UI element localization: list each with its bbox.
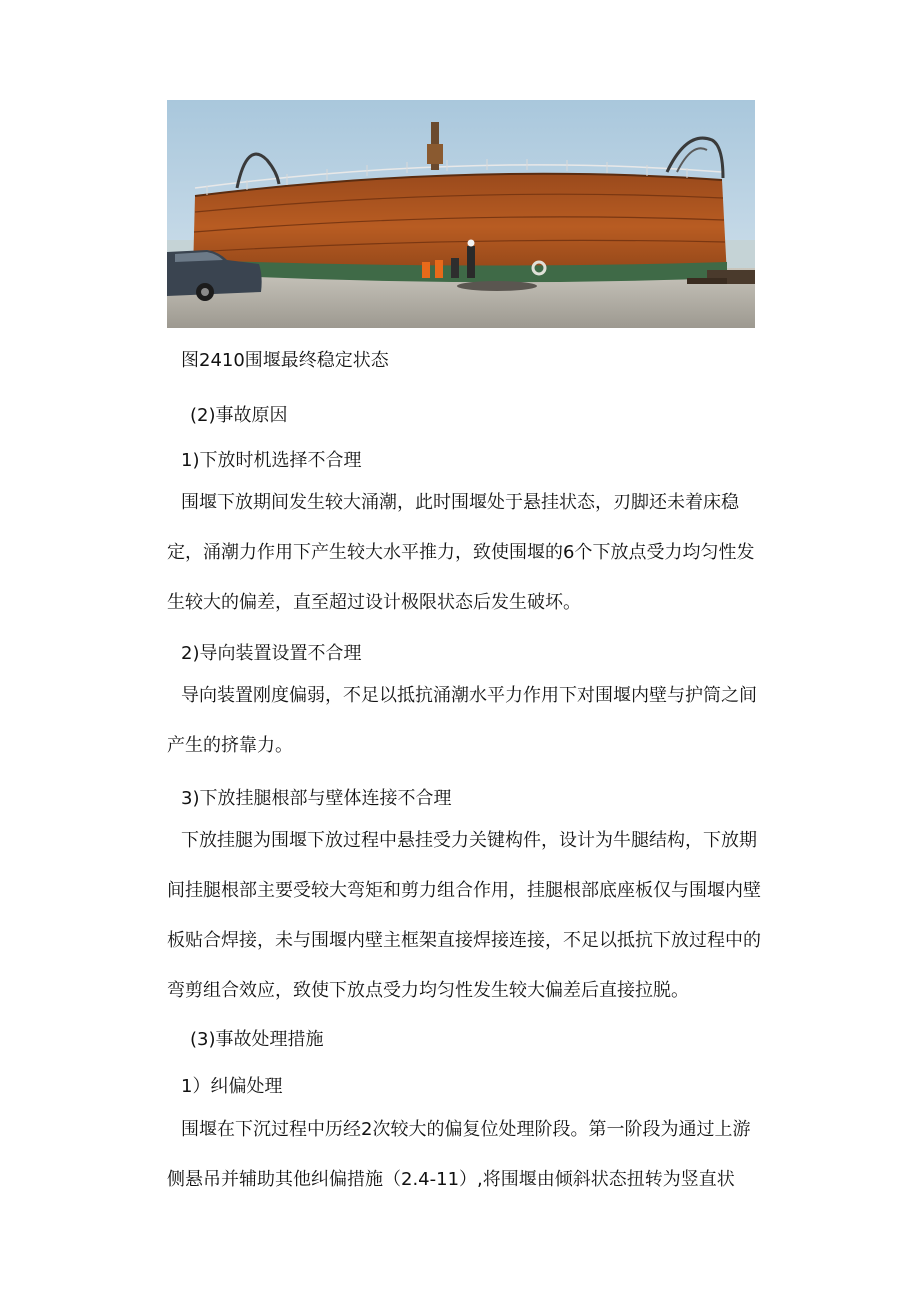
figure-caption: 图2410围堰最终稳定状态 [181, 350, 389, 371]
cause-3-paragraph: 下放挂腿为围堰下放过程中悬挂受力关键构件，设计为牛腿结构，下放期间挂腿根部主要受较大弯矩和剪力组合作用，挂腿根部底座板仅与围堰内壁板贴合焊接，未与围堰内壁主框架直接焊接连接，不足以抵抗下放过程中的弯剪组合效应，致使下放点受力均匀性发生较大偏差后直接拉脱。 [167, 830, 761, 1001]
cause-1-paragraph: 围堰下放期间发生较大涌潮，此时围堰处于悬挂状态，刃脚还未着床稳定，涌潮力作用下产生较大水平推力，致使围堰的6个下放点受力均匀性发生较大的偏差，直至超过设计极限状态后发生破坏。 [167, 492, 755, 613]
cause-2-title: 2)导向装置设置不合理 [181, 643, 362, 664]
cause-heading: (2)事故原因 [190, 405, 288, 426]
measure-1-title: 1）纠偏处理 [181, 1076, 283, 1097]
cofferdam-photo [167, 100, 755, 328]
cause-1-title: 1)下放时机选择不合理 [181, 450, 362, 471]
measures-heading: (3)事故处理措施 [190, 1029, 324, 1050]
cause-3-title: 3)下放挂腿根部与壁体连接不合理 [181, 788, 452, 809]
measure-1-paragraph: 围堰在下沉过程中历经2次较大的偏复位处理阶段。第一阶段为通过上游侧悬吊并辅助其他纠偏措施（2.4-11）,将围堰由倾斜状态扭转为竖直状 [167, 1119, 751, 1190]
cause-2-paragraph: 导向装置刚度偏弱，不足以抵抗涌潮水平力作用下对围堰内壁与护筒之间产生的挤靠力。 [167, 685, 757, 756]
